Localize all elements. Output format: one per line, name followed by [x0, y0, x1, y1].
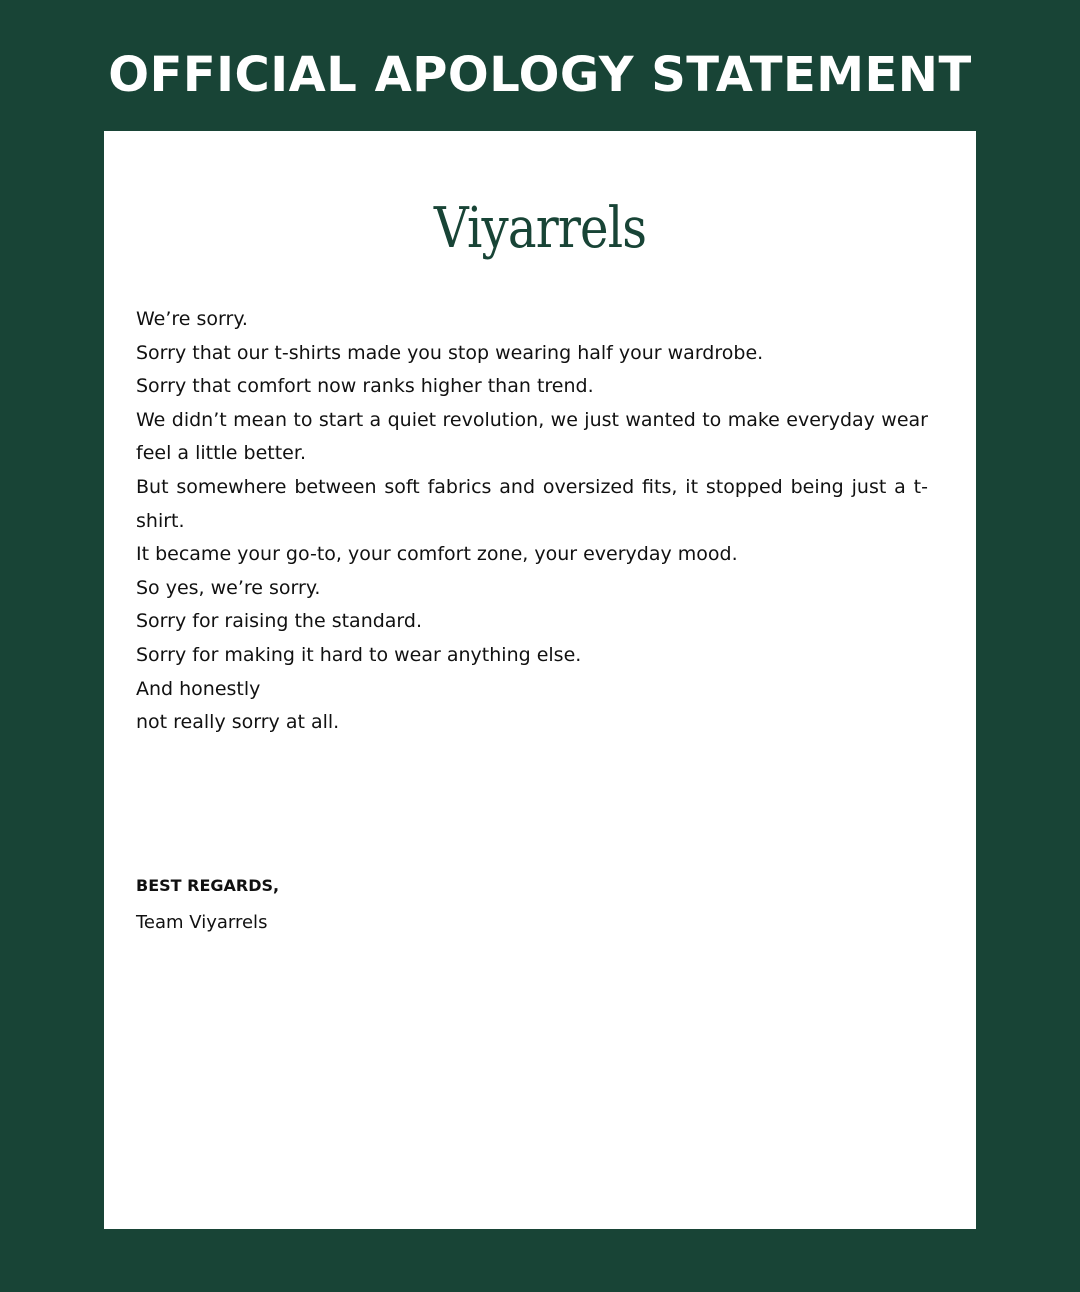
letter-line: So yes, we’re sorry.	[136, 576, 321, 599]
page-title: OFFICIAL APOLOGY STATEMENT	[108, 47, 972, 103]
letter-line: It became your go-to, your comfort zone, your everyday mood.	[136, 543, 738, 566]
brand-logo: Viyarrels	[433, 196, 647, 261]
letter-line: Sorry that our t-shirts made you stop wearing half your wardrobe.	[136, 341, 764, 364]
letter-line: But somewhere between soft fabrics and oversized fits, it stopped being just a t-shirt.	[136, 475, 928, 532]
letter-line: We didn’t mean to start a quiet revolution, we just wanted to make everyday wear feel a little better.	[136, 408, 928, 465]
letter-line: Sorry that comfort now ranks higher than trend.	[136, 375, 594, 398]
letter-card	[104, 131, 976, 1229]
letter-line: not really sorry at all.	[136, 711, 340, 734]
letter-body	[136, 303, 928, 740]
signoff: BEST REGARDS,	[136, 876, 280, 895]
letter-line: We’re sorry.	[136, 308, 248, 330]
letter-line: Sorry for raising the standard.	[136, 610, 423, 633]
signature: Team Viyarrels	[136, 912, 268, 933]
letter-line: And honestly	[136, 677, 261, 700]
letter-line: Sorry for making it hard to wear anything else.	[136, 643, 582, 666]
